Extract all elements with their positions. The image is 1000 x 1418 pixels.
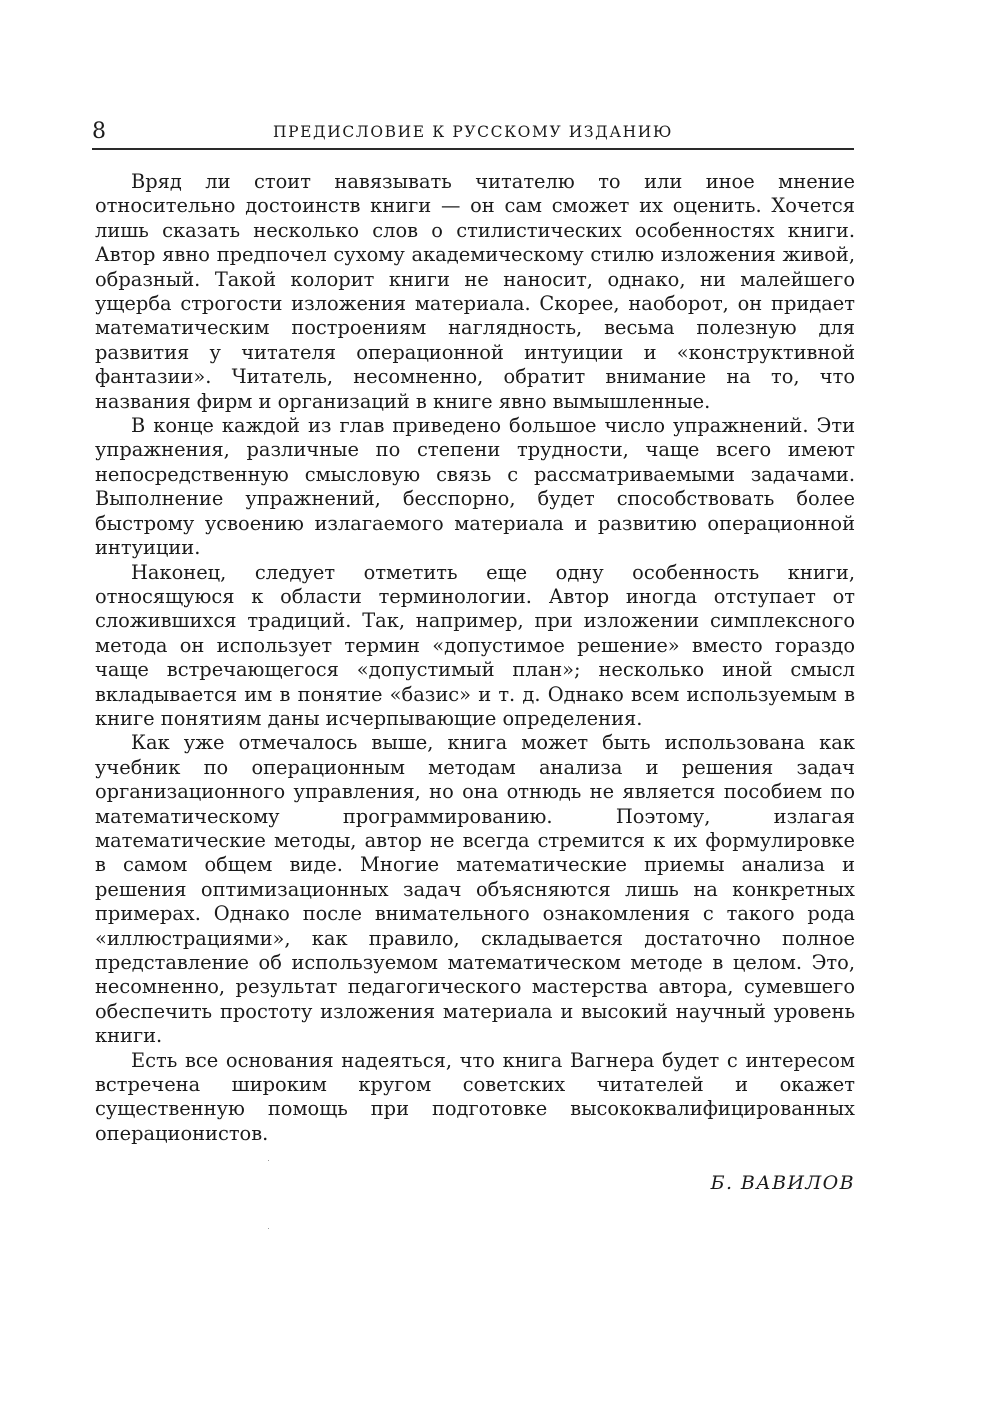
paragraph-2: В конце каждой из глав приведено большое число упражнений. Эти упражнения, различные по степени трудности, чаще всего имеют непосредственную смысловую связь с рассматриваемыми задачами. Выполнение упражнений, бесспорно, будет способствовать более быстрому усвоению излагаемого материала и развитию операционной интуиции.	[95, 414, 855, 560]
paragraph-3: Наконец, следует отметить еще одну особенность книги, относящуюся к области терминологии. Автор иногда отступает от сложившихся традиций. Так, например, при изложении симплексного метода он использует термин «допустимое решение» вместо гораздо чаще встречающегося «допустимый план»; несколько иной смысл вкладывается им в понятие «базис» и т. д. Однако всем используемым в книге понятиям даны исчерпывающие определения.	[95, 560, 855, 730]
body-text	[95, 170, 855, 1146]
header-rule	[92, 148, 854, 150]
scan-speck	[268, 1228, 269, 1229]
running-head	[92, 118, 854, 146]
paragraph-4: Как уже отмечалось выше, книга может быть использована как учебник по операционным методам анализа и решения задач организационного управления, но она отнюдь не является пособием по математическому программированию. Поэтому, излагая математические методы, автор не всегда стремится к их формулировке в самом общем виде. Многие математические приемы анализа и решения оптимизационных задач объясняются лишь на конкретных примерах. Однако после внимательного ознакомления с такого рода «иллюстрациями», как правило, складывается достаточно полное представление об используемом математическом методе в целом. Это, несомненно, результат педагогического мастерства автора, сумевшего обеспечить простоту изложения материала и высокий научный уровень книги.	[95, 731, 855, 1048]
page-number: 8	[92, 119, 106, 144]
paragraph-1: Вряд ли стоит навязывать читателю то или иное мнение относительно достоинств книги — он сам сможет их оценить. Хочется лишь сказать несколько слов о стилистических особенностях книги. Автор явно предпочел сухому академическому стилю изложения живой, образный. Такой колорит книги не наносит, однако, ни малейшего ущерба строгости изложения материала. Скорее, наоборот, он придает математическим построениям наглядность, весьма полезную для развития у читателя операционной интуиции и «конструктивной фантазии». Читатель, несомненно, обратит внимание на то, что названия фирм и организаций в книге явно вымышленные.	[95, 170, 855, 413]
paragraph-5: Есть все основания надеяться, что книга Вагнера будет с интересом встречена широким кругом советских читателей и окажет существенную помощь при подготовке высококвалифицированных операционистов.	[95, 1048, 855, 1145]
running-head-title: ПРЕДИСЛОВИЕ К РУССКОМУ ИЗДАНИЮ	[272, 123, 674, 141]
scan-speck	[268, 1160, 269, 1161]
author-signature: Б. ВАВИЛОВ	[710, 1172, 855, 1194]
